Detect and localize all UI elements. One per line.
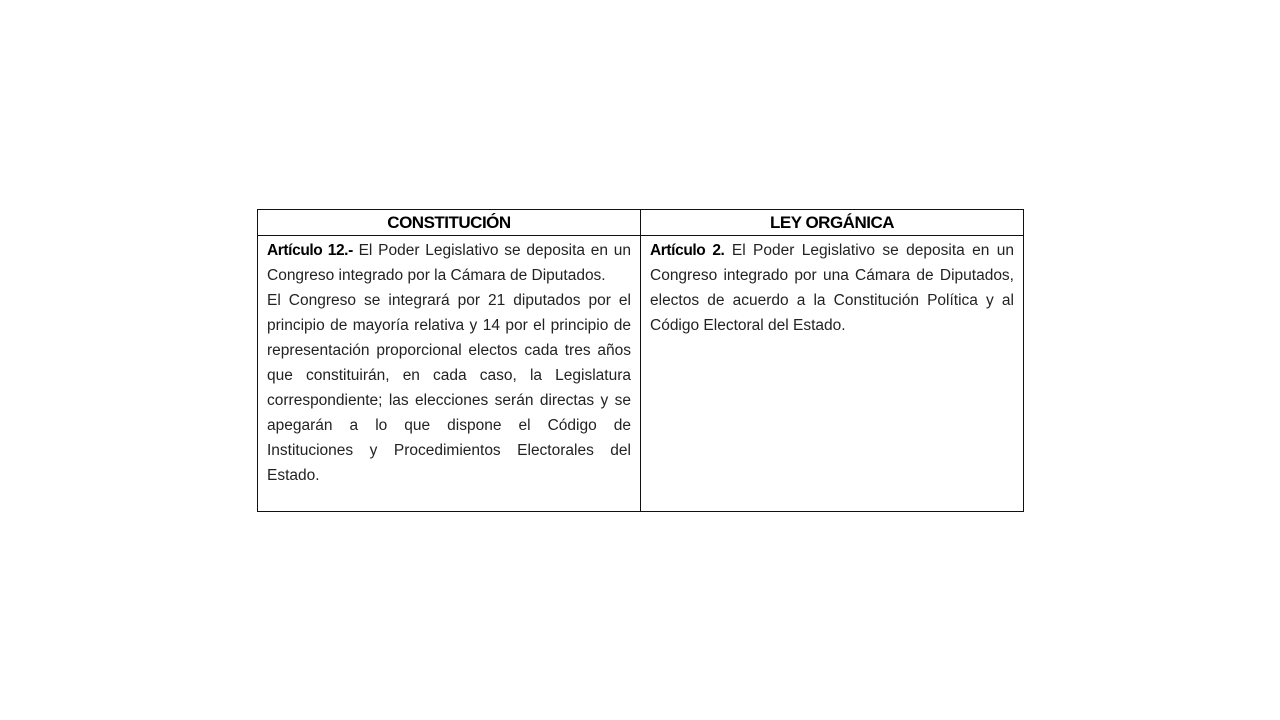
constitucion-text-1: El Poder Legislativo se deposita en un Congreso integrado por la Cámara de Diputados. [267, 242, 631, 284]
constitucion-article-title: Artículo 12.- [267, 242, 353, 259]
ley-organica-article-title: Artículo 2. [650, 242, 725, 259]
comparison-table [257, 209, 1024, 512]
constitucion-paragraph-1 [267, 238, 631, 288]
table-header-row [258, 210, 1024, 236]
ley-organica-paragraph-1 [650, 238, 1014, 338]
header-ley-organica: LEY ORGÁNICA [641, 210, 1024, 236]
ley-organica-text-1: El Poder Legislativo se deposita en un Congreso integrado por una Cámara de Diputados, electos de acuerdo a la Constitución Política y al Código Electoral del Estado. [650, 242, 1014, 334]
table-row [258, 236, 1024, 512]
header-constitucion: CONSTITUCIÓN [258, 210, 641, 236]
cell-constitucion [258, 236, 641, 512]
constitucion-paragraph-2: El Congreso se integrará por 21 diputados por el principio de mayoría relativa y 14 por el principio de representación proporcional electos cada tres años que constituirán, en cada caso, la Legislatura correspondiente; las elecciones serán directas y se apegarán a lo que dispone el Código de Instituciones y Procedimientos Electorales del Estado. [267, 292, 631, 484]
cell-ley-organica [641, 236, 1024, 512]
